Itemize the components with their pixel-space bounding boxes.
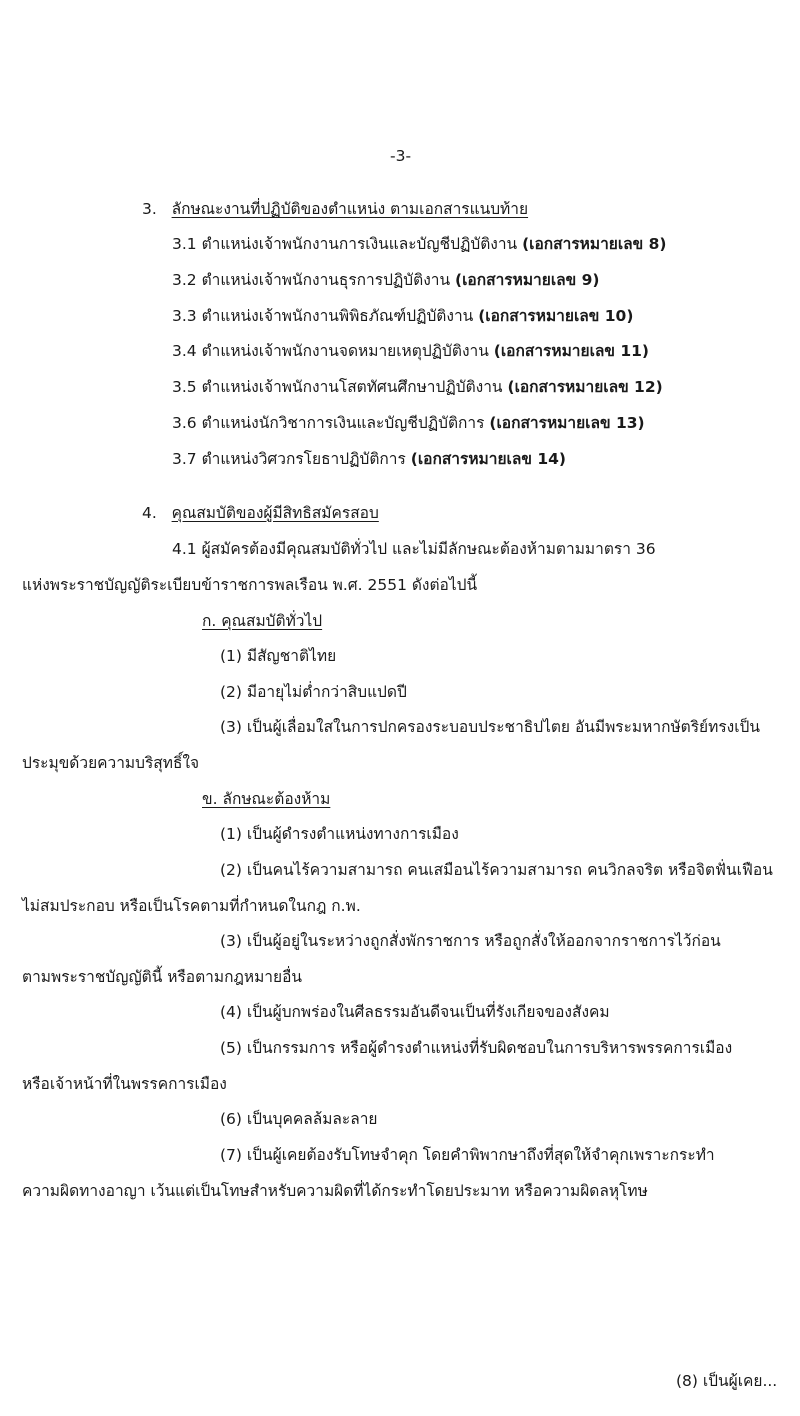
prohibited-item: (7) เป็นผู้เคยต้องรับโทษจำคุก โดยคำพิพากษาถึงที่สุดให้จำคุกเพราะกระทำ: [220, 1146, 715, 1164]
prohibited-item: (5) เป็นกรรมการ หรือผู้ดำรงตำแหน่งที่รับผิดชอบในการบริหารพรรคการเมือง: [220, 1039, 733, 1057]
general-qualifications-label: ก. คุณสมบัติทั่วไป: [202, 612, 323, 630]
item-doc: (เอกสารหมายเลข 9): [455, 271, 600, 289]
prohibited-item-continuation: ไม่สมประกอบ หรือเป็นโรคตามที่กำหนดในกฎ ก.พ.: [22, 897, 361, 915]
item-doc: (เอกสารหมายเลข 12): [507, 378, 663, 396]
general-item-continuation: ประมุขด้วยความบริสุทธิ์ใจ: [22, 754, 200, 772]
item-doc: (เอกสารหมายเลข 13): [489, 414, 645, 432]
section4-title: คุณสมบัติของผู้มีสิทธิสมัครสอบ: [171, 504, 379, 522]
item-doc: (เอกสารหมายเลข 11): [493, 342, 650, 360]
prohibited-item: (1) เป็นผู้ดำรงตำแหน่งทางการเมือง: [220, 825, 459, 843]
prohibited-item: (3) เป็นผู้อยู่ในระหว่างถูกสั่งพักราชการ หรือถูกสั่งให้ออกจากราชการไว้ก่อน: [220, 932, 721, 950]
section4-number: 4.: [142, 504, 157, 522]
item-text: 3.3 ตำแหน่งเจ้าพนักงานพิพิธภัณฑ์ปฏิบัติงาน: [172, 307, 474, 325]
section3-heading: [142, 198, 528, 220]
section3-item: [172, 269, 599, 291]
prohibited-item-continuation: ตามพระราชบัญญัตินี้ หรือตามกฎหมายอื่น: [22, 968, 302, 986]
intro-line: 4.1 ผู้สมัครต้องมีคุณสมบัติทั่วไป และไม่มีลักษณะต้องห้ามตามมาตรา 36: [172, 540, 656, 558]
section3-title: ลักษณะงานที่ปฏิบัติของตำแหน่ง ตามเอกสารแนบท้าย: [171, 200, 529, 218]
prohibited-label: ข. ลักษณะต้องห้าม: [202, 790, 331, 808]
general-item: (3) เป็นผู้เลื่อมใสในการปกครองระบอบประชาธิปไตย อันมีพระมหากษัตริย์ทรงเป็น: [220, 718, 760, 736]
section3-item: [172, 305, 633, 327]
prohibited-item: (4) เป็นผู้บกพร่องในศีลธรรมอันดีจนเป็นที่รังเกียจของสังคม: [220, 1003, 610, 1021]
section3-item: [172, 340, 649, 362]
page-number: -3-: [390, 147, 412, 165]
section3-number: 3.: [142, 200, 157, 218]
prohibited-item-continuation: หรือเจ้าหน้าที่ในพรรคการเมือง: [22, 1075, 227, 1093]
intro-line: แห่งพระราชบัญญัติระเบียบข้าราชการพลเรือน พ.ศ. 2551 ดังต่อไปนี้: [22, 576, 478, 594]
item-text: 3.5 ตำแหน่งเจ้าพนักงานโสตทัศนศึกษาปฏิบัติงาน: [172, 378, 503, 396]
section3-item: [172, 448, 566, 470]
general-item: (2) มีอายุไม่ต่ำกว่าสิบแปดปี: [220, 683, 407, 701]
general-item: (1) มีสัญชาติไทย: [220, 647, 337, 665]
item-text: 3.6 ตำแหน่งนักวิชาการเงินและบัญชีปฏิบัติการ: [172, 414, 485, 432]
section3-item: [172, 233, 667, 255]
item-text: 3.7 ตำแหน่งวิศวกรโยธาปฏิบัติการ: [172, 450, 406, 468]
prohibited-item-continuation: ความผิดทางอาญา เว้นแต่เป็นโทษสำหรับความผิดที่ได้กระทำโดยประมาท หรือความผิดลหุโทษ: [22, 1182, 648, 1200]
section4-heading: [142, 502, 379, 524]
section3-item: [172, 376, 663, 398]
item-doc: (เอกสารหมายเลข 14): [410, 450, 566, 468]
item-doc: (เอกสารหมายเลข 8): [522, 235, 667, 253]
item-text: 3.4 ตำแหน่งเจ้าพนักงานจดหมายเหตุปฏิบัติงาน: [172, 342, 489, 360]
prohibited-item: (2) เป็นคนไร้ความสามารถ คนเสมือนไร้ความสามารถ คนวิกลจริต หรือจิตฟั่นเฟือน: [220, 861, 773, 879]
item-text: 3.1 ตำแหน่งเจ้าพนักงานการเงินและบัญชีปฏิบัติงาน: [172, 235, 518, 253]
continuation-note: (8) เป็นผู้เคย...: [676, 1372, 778, 1390]
prohibited-item: (6) เป็นบุคคลล้มละลาย: [220, 1110, 378, 1128]
section3-item: [172, 412, 645, 434]
item-text: 3.2 ตำแหน่งเจ้าพนักงานธุรการปฏิบัติงาน: [172, 271, 451, 289]
item-doc: (เอกสารหมายเลข 10): [478, 307, 634, 325]
